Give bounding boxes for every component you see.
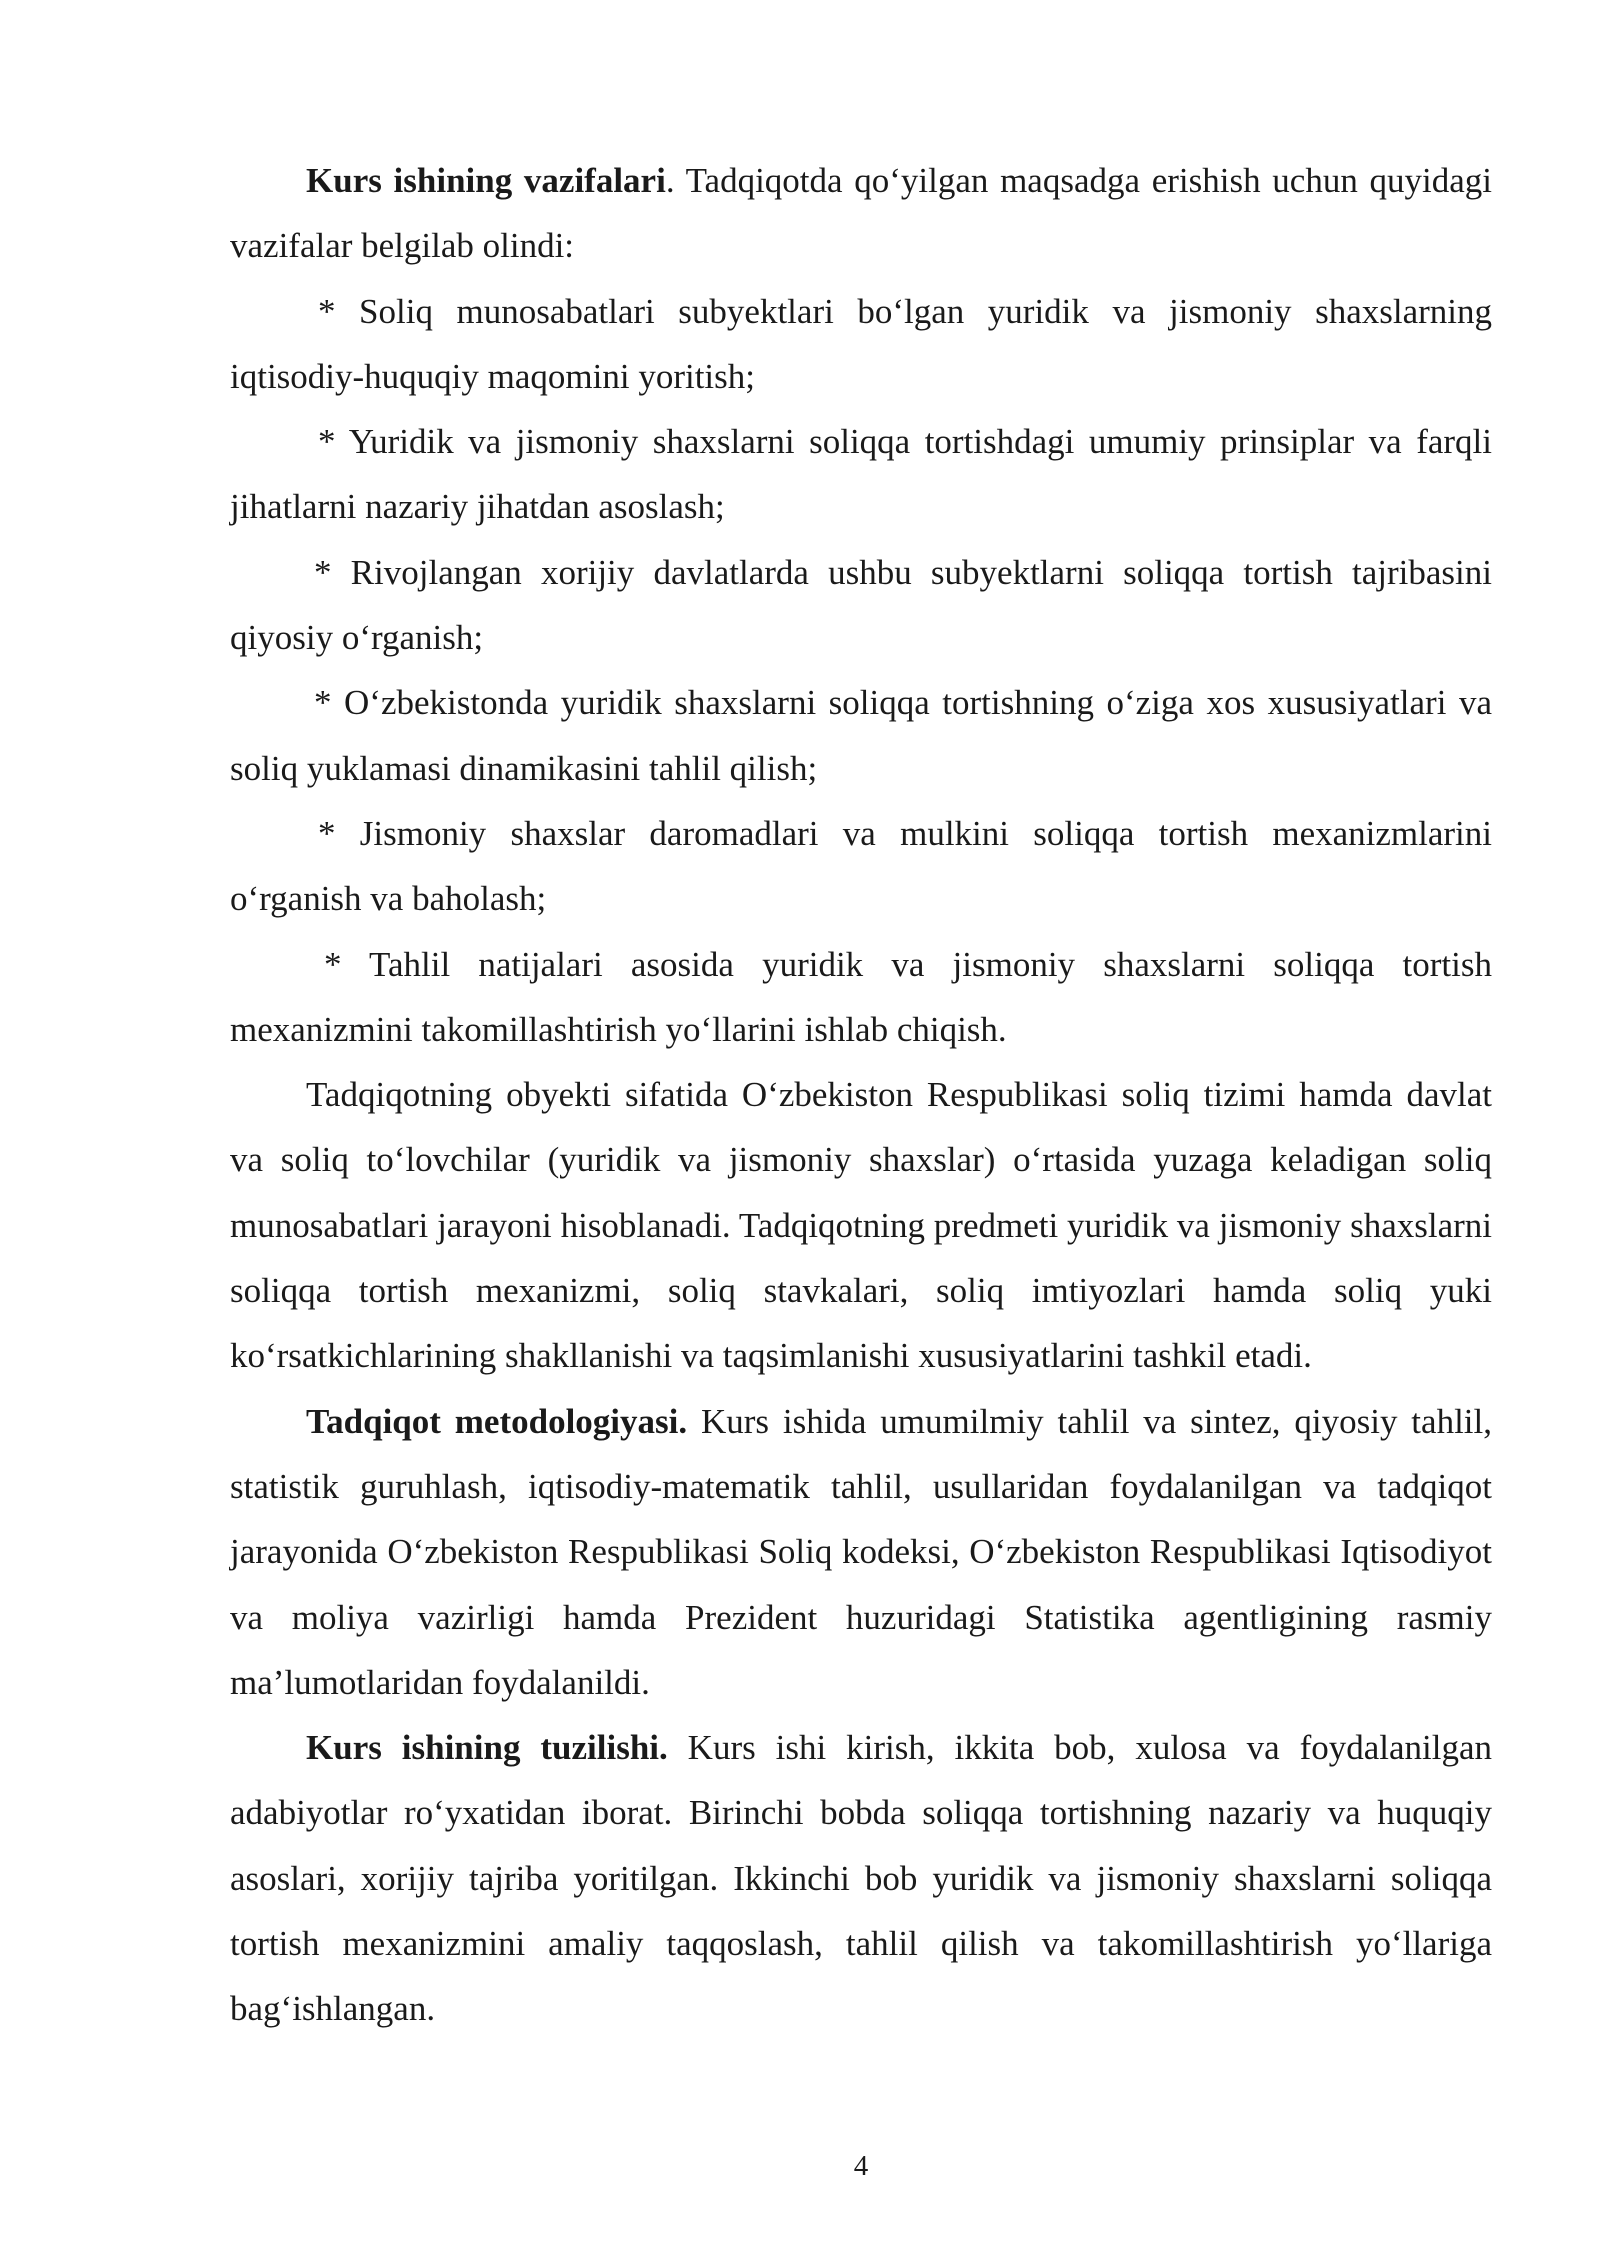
task-item-3: * Rivojlangan xorijiy davlatlarda ushbu subyektlarni soliqqa tortish tajribasini qiyosiy o‘rganish; bbox=[230, 552, 1492, 658]
task-item-2: * Yuridik va jismoniy shaxslarni soliqqa tortishdagi umumiy prinsiplar va farqli jihatlarni nazariy jihatdan asoslash; bbox=[230, 422, 1492, 527]
task-item-6: * Tahlil natijalari asosida yuridik va jismoniy shaxslarni soliqqa tortish mexanizmini takomillashtirish yo‘llarini ishlab chiqish. bbox=[230, 944, 1492, 1049]
page-number: 4 bbox=[853, 2150, 869, 2182]
heading-methodology: Tadqiqot metodologiyasi. bbox=[306, 1401, 688, 1441]
document-body bbox=[230, 148, 1492, 2042]
task-item-1: * Soliq munosabatlari subyektlari bo‘lgan yuridik va jismoniy shaxslarning iqtisodiy-huquqiy maqomini yoritish; bbox=[230, 291, 1492, 396]
task-item-4: * O‘zbekistonda yuridik shaxslarni soliqqa tortishning o‘ziga xos xususiyatlari va soliq yuklamasi dinamikasini tahlil qilish; bbox=[230, 683, 1492, 788]
paragraph-text: . Tadqiqotda qo‘yilgan maqsadga erishish uchun quyidagi vazifalar belgilab olindi: bbox=[230, 161, 1492, 266]
paragraph-methodology bbox=[230, 1389, 1492, 1715]
heading-tasks: Kurs ishining vazifalari bbox=[306, 161, 666, 200]
paragraph-text: Kurs ishida umumilmiy tahlil va sintez, qiyosiy tahlil, statistik guruhlash, iqtisodiy-matematik tahlil, usullaridan foydalanilgan va tadqiqot jarayonida O‘zbekiston Respublikasi Soliq kodeksi, O‘zbekiston Respublikasi Iqtisodiyot va moliya vazirligi hamda Prezident huzuridagi Statistika agentligining rasmiy ma’lumotlaridan foydalanildi. bbox=[230, 1401, 1492, 1702]
task-item-5: * Jismoniy shaxslar daromadlari va mulkini soliqqa tortish mexanizmlarini o‘rganish va baholash; bbox=[230, 813, 1492, 919]
paragraph-object-subject: Tadqiqotning obyekti sifatida O‘zbekiston Respublikasi soliq tizimi hamda davlat va soliq to‘lovchilar (yuridik va jismoniy shaxslar) o‘rtasida yuzaga keladigan soliq munosabatlari jarayoni hisoblanadi. Tadqiqotning predmeti yuridik va jismoniy shaxslarni soliqqa tortish mexanizmi, soliq stavkalari, soliq imtiyozlari hamda soliq yuki ko‘rsatkichlarining shakllanishi va taqsimlanishi xususiyatlarini tashkil etadi. bbox=[230, 1075, 1492, 1376]
paragraph-structure bbox=[230, 1715, 1492, 2041]
paragraph-text: Kurs ishi kirish, ikkita bob, xulosa va foydalanilgan adabiyotlar ro‘yxatidan iborat. Birinchi bobda soliqqa tortishning nazariy va huquqiy asoslari, xorijiy tajriba yoritilgan. Ikkinchi bob yuridik va jismoniy shaxslarni soliqqa tortish mexanizmini amaliy taqqoslash, tahlil qilish va takomillashtirish yo‘llariga bag‘ishlangan. bbox=[230, 1728, 1493, 2029]
paragraph-tasks-intro bbox=[230, 148, 1492, 279]
heading-structure: Kurs ishining tuzilishi. bbox=[306, 1728, 668, 1768]
